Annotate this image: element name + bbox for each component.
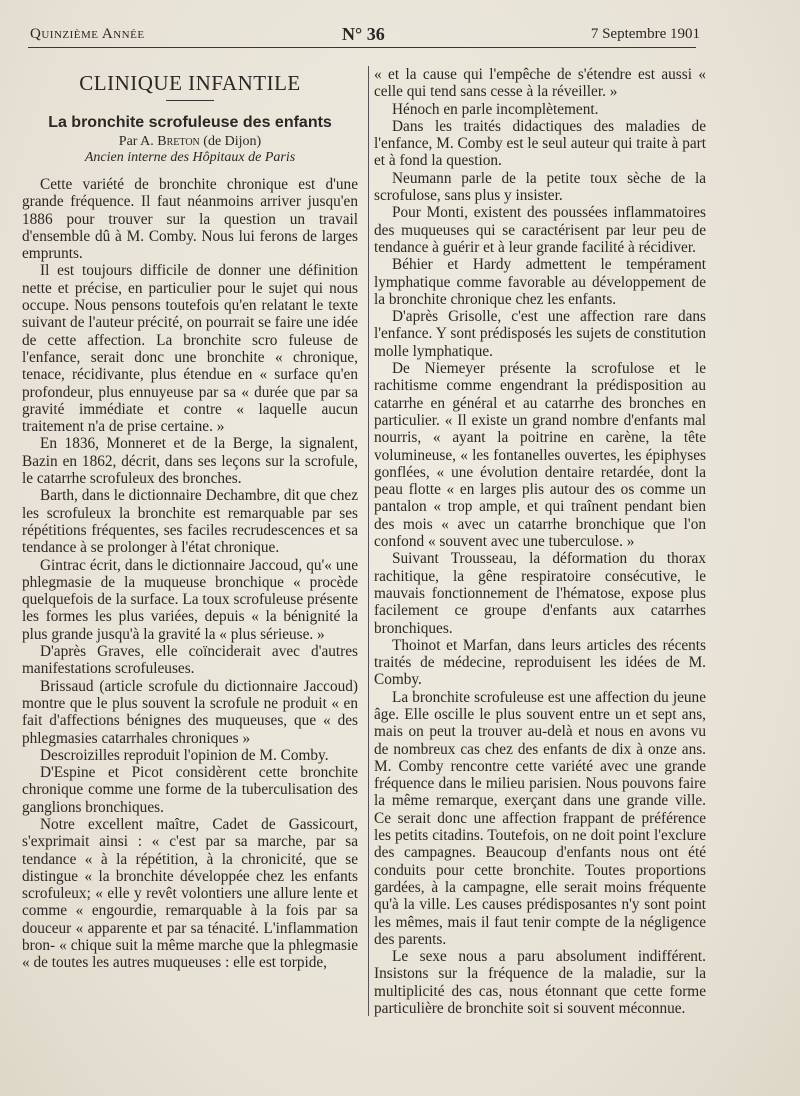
paragraph: D'après Grisolle, c'est une affection rare dans l'enfance. Y sont prédisposés les sujets de constitution molle lymphatique. <box>374 308 706 360</box>
header-rule <box>28 47 696 48</box>
article-title: La bronchite scrofuleuse des enfants <box>48 114 332 131</box>
left-column <box>22 66 358 972</box>
paragraph: Brissaud (article scrofule du dictionnaire Jaccoud) montre que le plus souvent la scrofule ne produit « en fait d'affections bénignes des muqueuses, que « des phlegmasies catarrhales chroniques » <box>22 677 358 747</box>
header-issue-number: N° 36 <box>342 24 385 44</box>
paragraph: Le sexe nous a paru absolument indifférent. Insistons sur la fréquence de la maladie, sur la multiplicité des cas, nous étonnant que cette forme particulière de bronchite soit si souvent méconnue. <box>374 948 706 1018</box>
paragraph: Neumann parle de la petite toux sèche de la scrofulose, sans plus y insister. <box>374 169 706 205</box>
paragraph: Gintrac écrit, dans le dictionnaire Jaccoud, qu'« une phlegmasie de la muqueuse bronchique « procède quelquefois de la surface. La toux scrofuleuse présente les formes les plus variées, depuis « la bénignité la plus grande jusqu'à la gravité la « plus sérieuse. » <box>22 556 358 643</box>
paragraph: Descroizilles reproduit l'opinion de M. Comby. <box>40 746 329 764</box>
running-header <box>30 24 700 48</box>
header-date: 7 Septembre 1901 <box>590 26 700 42</box>
paragraph: Béhier et Hardy admettent le tempérament lymphatique comme favorable au développement de la bronchite chronique chez les enfants. <box>374 256 706 308</box>
byline-prefix: Par A. <box>118 134 158 149</box>
header-volume: Quinzième Année <box>30 26 145 42</box>
paragraph: Thoinot et Marfan, dans leurs articles des récents traités de médecine, reproduisent les idées de M. Comby. <box>374 636 706 689</box>
paragraph: Dans les traités didactiques des maladies de l'enfance, M. Comby est le seul auteur qui traite à part et à fond la question. <box>374 117 706 170</box>
paragraph: D'après Graves, elle coïnciderait avec d'autres manifestations scrofuleuses. <box>22 643 358 678</box>
author-affiliation: Ancien interne des Hôpitaux de Paris <box>84 150 296 165</box>
title-rule <box>166 100 214 101</box>
paragraph: De Niemeyer présente la scrofulose et le rachitisme comme engendrant la prédisposition au catarrhe en général et au catarrhe des bronches en particulier. « Il existe un grand nombre d'enfants mal nourris, « ayant la poitrine en carène, la tête volumineuse, « les fontanelles ouvertes, les épiphyses gonflées, « une évolution dentaire retardée, dont la peau flotte « en larges plis autour des os comme un pantalon « trop ample, et qui traînent pendant bien des mois « avec un catarrhe bronchique que l'on confond « souvent avec une tuberculose. » <box>374 360 706 551</box>
paragraph: Hénoch en parle incomplètement. <box>392 100 599 118</box>
paragraph: Notre excellent maître, Cadet de Gassicourt, s'exprimait ainsi : « c'est par sa marche, par sa tendance « à la répétition, à la chronicité, que se distingue « la bronchite développée chez les enfants scrofuleux; « elle y revêt volontiers une allure lente et comme « engourdie, remarquable à la fois par sa douceur « apparente et par sa ténacité. L'inflammation bron- « chique suit la même marche que la phlegmasie « de toutes les autres muqueuses : elle est torpide, <box>22 815 358 972</box>
paragraph: Suivant Trousseau, la déformation du thorax rachitique, la gêne respiratoire consécutive, le mauvais fonctionnement de l'hématose, expose plus facilement ce groupe d'enfants aux catarrhes bronchiques. <box>374 550 706 637</box>
paragraph: « et la cause qui l'empêche de s'étendre est aussi « celle qui tend sans cesse à la réveiller. » <box>374 66 706 101</box>
column-divider <box>368 66 369 1016</box>
paragraph: Pour Monti, existent des poussées inflammatoires des muqueuses qui se caractérisent par leur peu de tendance à guérir et à leur grande facilité à récidiver. <box>374 204 706 256</box>
paragraph: D'Espine et Picot considèrent cette bronchite chronique comme une forme de la tuberculisation des ganglions bronchiques. <box>22 764 358 816</box>
right-column <box>374 66 706 1017</box>
paragraph: Cette variété de bronchite chronique est d'une grande fréquence. Il faut néanmoins arriver jusqu'en 1886 pour trouver sur la question un travail d'ensemble dû à M. Comby. Nous lui ferons de larges emprunts. <box>22 176 358 263</box>
paragraph: Il est toujours difficile de donner une définition nette et précise, en particulier pour le sujet qui nous occupe. Nous pensons toutefois qu'en relatant le texte suivant de l'auteur précité, on pourrait se faire une idée de cette affection. La bronchite scro fuleuse de l'enfance, serait donc une bronchite « chronique, tenace, récidivante, plus étendue en « surface qu'en profondeur, plus ennuyeuse par sa « durée que par sa gravité immédiate et contre « laquelle aucun traitement n'a de prise certaine. » <box>22 262 358 436</box>
paragraph: La bronchite scrofuleuse est une affection du jeune âge. Elle oscille le plus souvent entre un et sept ans, mais on peut la trouver au-delà et nous en avons vu de nombreux cas chez des enfants de dix à onze ans. M. Comby rencontre cette variété avec une grande fréquence dans le milieu parisien. Nous pouvons faire la même remarque, exerçant dans une grande ville. Ce serait donc une affection frappant de préférence les petits citadins. Toutefois, on ne doit point l'exclure des campagnes. Beaucoup d'enfants nous ont été conduits pour cette bronchite. Toutes proportions gardées, à la campagne, elle serait moins fréquente qu'à la ville. Les causes prédisposantes n'y sont point les mêmes, mais il faut tenir compte de la négligence des parents. <box>374 688 706 948</box>
author-place: (de Dijon) <box>199 134 262 149</box>
paragraph: Barth, dans le dictionnaire Dechambre, dit que chez les scrofuleux la bronchite est remarquable par ses répétitions fréquentes, ses faciles recrudescences et sa tendance à se prolonger à l'état chronique. <box>22 487 358 557</box>
section-title: CLINIQUE INFANTILE <box>79 71 301 95</box>
paragraph: En 1836, Monneret et de la Berge, la signalent, Bazin en 1862, décrit, dans ses leçons sur la scrofule, le catarrhe scrofuleux des bronches. <box>22 435 358 488</box>
author-name: Breton <box>157 134 200 149</box>
byline <box>22 134 358 150</box>
